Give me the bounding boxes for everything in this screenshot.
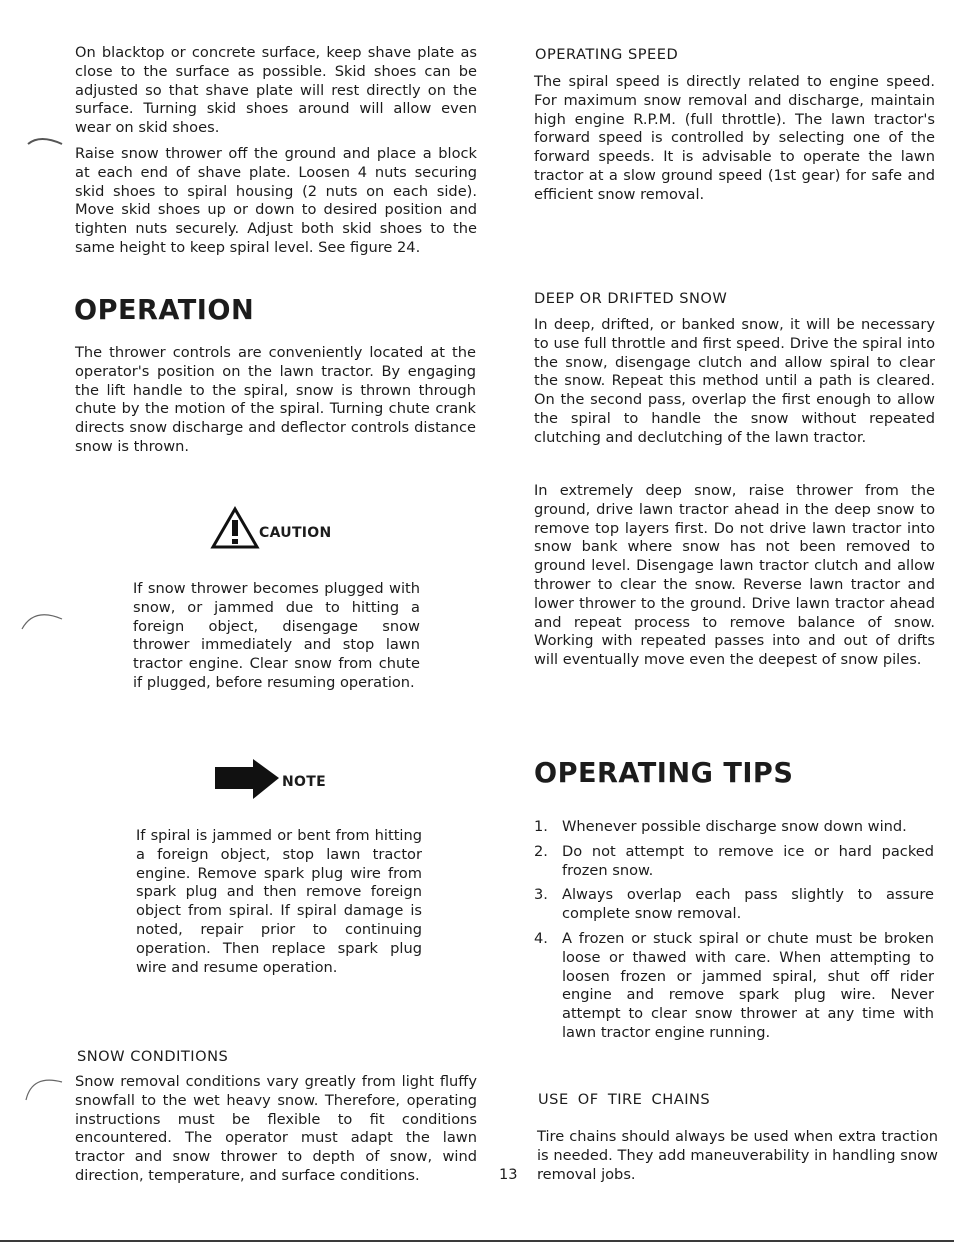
page-number: 13 bbox=[499, 1166, 518, 1183]
tire-chains-section bbox=[537, 1128, 938, 1184]
operating-tips-heading: OPERATING TIPS bbox=[534, 756, 794, 789]
deep-snow-section-2 bbox=[534, 482, 935, 670]
arrow-right-icon bbox=[215, 757, 281, 801]
note-section bbox=[136, 827, 422, 977]
tire-chains-heading: USE OF TIRE CHAINS bbox=[538, 1091, 711, 1108]
list-item-text: A frozen or stuck spiral or chute must be broken loose or thawed with care. When attempting to loosen frozen or jammed spiral, shut off rider engine and remove spark plug wire. Never attempt to clear snow thrower at any time with lawn tractor engine running. bbox=[562, 929, 934, 1041]
operating-speed-section bbox=[534, 73, 935, 205]
note-label: NOTE bbox=[282, 774, 326, 790]
intro-paragraph-2: Raise snow thrower off the ground and place a block at each end of shave plate. Loosen 4 nuts securing skid shoes to spiral housing (2 nuts on each side). Move skid shoes up or down to desired position and tighten nuts securely. Adjust both skid shoes to the same height to keep spiral level. See figure 24. bbox=[75, 145, 477, 256]
note-paragraph: If spiral is jammed or bent from hitting a foreign object, stop lawn tractor engine. Remove spark plug wire from spark plug and then remove foreign object from spiral. If spiral damage is noted, repair prior to continuing operation. Then replace spark plug wire and resume operation. bbox=[136, 827, 422, 976]
list-item-number: 4. bbox=[534, 929, 548, 947]
list-item bbox=[534, 818, 934, 837]
list-item-text: Always overlap each pass slightly to assure complete snow removal. bbox=[562, 886, 934, 923]
intro-paragraph-1: On blacktop or concrete surface, keep shave plate as close to the surface as possible. Skid shoes can be adjusted so that shave plate will rest directly on the surface. Turning skid shoes around will allow even wear on skid shoes. bbox=[75, 44, 477, 137]
warning-triangle-icon bbox=[210, 506, 260, 550]
operating-speed-heading: OPERATING SPEED bbox=[535, 46, 679, 63]
operating-tips-list bbox=[534, 818, 934, 1049]
margin-mark-icon bbox=[22, 1068, 66, 1102]
deep-snow-paragraph-1: In deep, drifted, or banked snow, it will be necessary to use full throttle and first speed. Drive the spiral into the snow, disengage clutch and allow spiral to clear the snow. Repeat this method until a path is cleared. On the second pass, overlap the first enough to allow the spiral to handle the snow without repeated clutching and declutching of the lawn tractor. bbox=[534, 316, 935, 446]
deep-snow-section-1 bbox=[534, 316, 935, 448]
snow-conditions-paragraph: Snow removal conditions vary greatly from light fluffy snowfall to the wet heavy snow. Therefore, operating instructions must be flexible to fit conditions encountered. The operator must adapt the lawn tractor and snow thrower to depth of snow, wind direction, temperature, and surface conditions. bbox=[75, 1073, 477, 1184]
snow-conditions-section bbox=[75, 1073, 477, 1186]
margin-mark-icon bbox=[26, 132, 66, 148]
deep-snow-paragraph-2: In extremely deep snow, raise thrower from the ground, drive lawn tractor ahead in the deep snow to remove top layers first. Do not drive lawn tractor into snow bank where snow has not been removed to ground level. Disengage lawn tractor clutch and allow thrower to clear the snow. Reverse lawn tractor and lower thrower to the ground. Drive lawn tractor ahead and repeat process to remove balance of snow. Working with repeated passes into and out of drifts will eventually move even the deepest of snow piles. bbox=[534, 482, 935, 669]
caution-label: CAUTION bbox=[259, 525, 332, 541]
list-item-text: Whenever possible discharge snow down wind. bbox=[562, 818, 907, 835]
operating-speed-paragraph: The spiral speed is directly related to engine speed. For maximum snow removal and discharge, maintain high engine R.P.M. (full throttle). The lawn tractor's forward speed is controlled by selecting one of the forward speeds. It is advisable to operate the lawn tractor at a slow ground speed (1st gear) for safe and efficient snow removal. bbox=[534, 73, 935, 203]
page-bottom-rule bbox=[0, 1240, 954, 1242]
list-item bbox=[534, 886, 934, 924]
list-item bbox=[534, 930, 934, 1043]
operation-paragraph: The thrower controls are conveniently located at the operator's position on the lawn tractor. By engaging the lift handle to the spiral, snow is thrown through chute by the motion of the spiral. Turning chute crank directs snow discharge and deflector controls distance snow is thrown. bbox=[75, 344, 476, 455]
tire-chains-paragraph: Tire chains should always be used when extra traction is needed. They add maneuverability in handling snow removal jobs. bbox=[537, 1128, 938, 1183]
caution-section bbox=[133, 580, 420, 693]
operation-heading: OPERATION bbox=[74, 293, 255, 326]
margin-mark-icon bbox=[20, 605, 64, 631]
list-item-number: 1. bbox=[534, 818, 548, 835]
caution-paragraph: If snow thrower becomes plugged with snow, or jammed due to hitting a foreign object, disengage snow thrower immediately and stop lawn tractor engine. Clear snow from chute if plugged, before resuming operation. bbox=[133, 580, 420, 691]
list-item-text: Do not attempt to remove ice or hard packed frozen snow. bbox=[562, 842, 934, 879]
list-item-number: 3. bbox=[534, 886, 548, 904]
list-item bbox=[534, 843, 934, 881]
list-item-number: 2. bbox=[534, 842, 548, 860]
snow-conditions-heading: SNOW CONDITIONS bbox=[77, 1048, 229, 1065]
operation-section bbox=[75, 344, 476, 457]
deep-snow-heading: DEEP OR DRIFTED SNOW bbox=[534, 290, 728, 307]
